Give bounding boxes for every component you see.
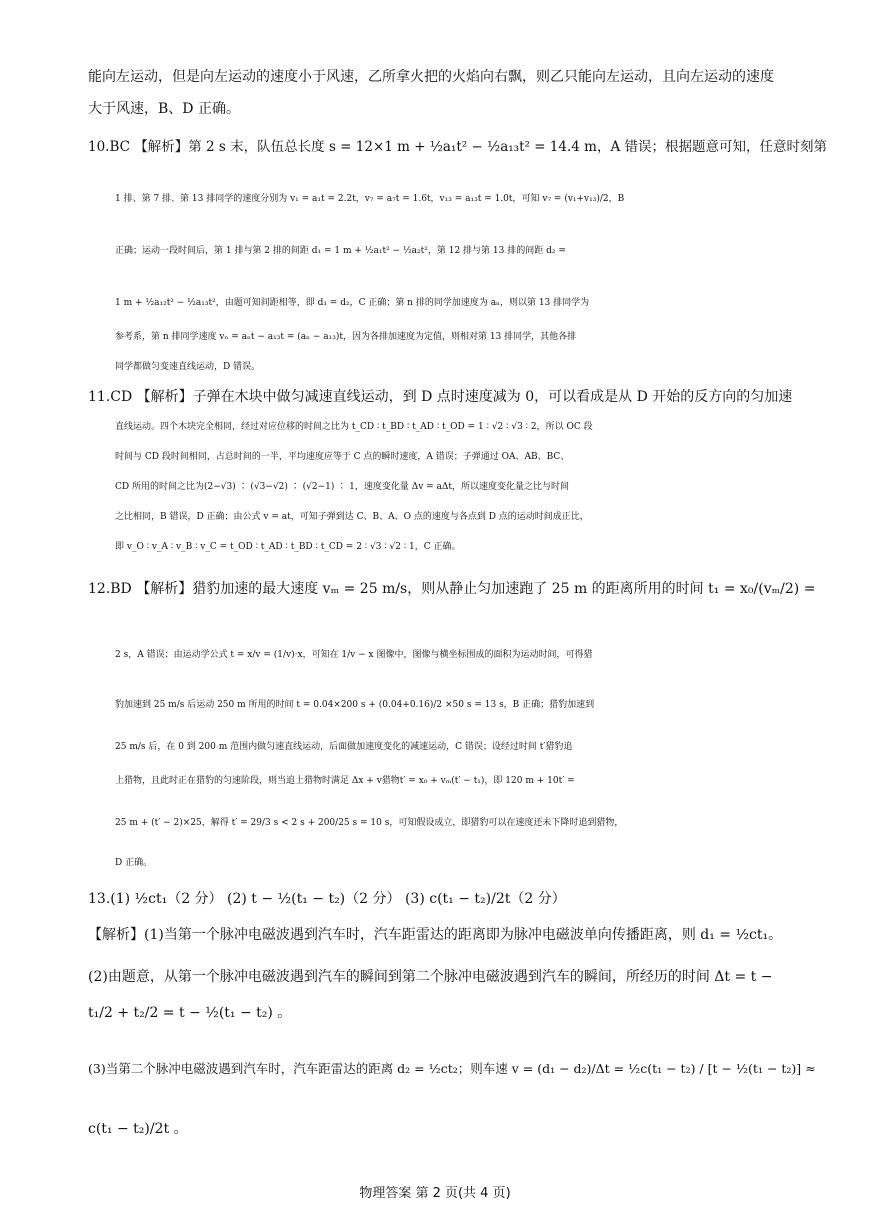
q10-line: 1 m + ½a₁₂t² − ½a₁₃t²，由题可知间距相等，即 d₁ = d₂，C 正确；第 n 排的同学加速度为 aₙ，则以第 13 排同学为 (115, 298, 590, 308)
q11-line: 直线运动。四个木块完全相同，经过对应位移的时间之比为 t_CD ∶ t_BD ∶ t_AD ∶ t_OD = 1 ∶ √2 ∶ √3 ∶ 2，所以 OC 段 (115, 422, 593, 432)
q12-line: 2 s，A 错误；由运动学公式 t = x/v = (1/v)·x，可知在 1/v − x 图像中，图像与横坐标围成的面积为运动时间，可得猎 (115, 650, 593, 660)
q11-line: 即 v_O ∶ v_A ∶ v_B ∶ v_C = t_OD ∶ t_AD ∶ t_BD ∶ t_CD = 2 ∶ √3 ∶ √2 ∶ 1，C 正确。 (115, 542, 461, 552)
q13-analysis: t₁/2 + t₂/2 = t − ½(t₁ − t₂) 。 (88, 1005, 292, 1021)
q12-line: 12.BD 【解析】猎豹加速的最大速度 vₘ = 25 m/s，则从静止匀加速跑了 25 m 的距离所用的时间 t₁ = x₀/(vₘ/2) = (88, 581, 816, 597)
q12-line: 25 m/s 后，在 0 到 200 m 范围内做匀速直线运动，后面做加速度变化的减速运动，C 错误；设经过时间 t′猎豹追 (115, 742, 573, 752)
q12-line: 豹加速到 25 m/s 后运动 250 m 所用的时间 t = 0.04×200 s + (0.04+0.16)/2 ×50 s = 13 s，B 正确；猎豹加速到 (115, 700, 595, 710)
q11-line: 之比相同，B 错误，D 正确；由公式 v = at，可知子弹到达 C、B、A、O 点的速度与各点到 D 点的运动时间成正比， (115, 512, 589, 522)
q13-analysis: (3)当第二个脉冲电磁波遇到汽车时，汽车距雷达的距离 d₂ = ½ct₂；则车速 v = (d₁ − d₂)/Δt = ½c(t₁ − t₂) / [t − ½(t₁ − t₂)] ≈ (88, 1061, 816, 1076)
q12-line: D 正确。 (115, 858, 153, 868)
q12-line: 25 m + (t′ − 2)×25，解得 t′ = 29/3 s < 2 s + 200/25 s = 10 s，可知假设成立，即猎豹可以在速度还未下降时追到猎物， (115, 818, 624, 828)
q13-answer: 13.(1) ½ct₁（2 分） (2) t − ½(t₁ − t₂)（2 分） (3) c(t₁ − t₂)/2t（2 分） (88, 891, 566, 907)
text-line: 大于风速，B、D 正确。 (88, 101, 240, 117)
q11-line: CD 所用的时间之比为(2−√3) ∶ (√3−√2) ∶ (√2−1) ∶ 1，速度变化量 Δv = aΔt，所以速度变化量之比与时间 (115, 482, 570, 492)
q13-analysis: c(t₁ − t₂)/2t 。 (88, 1121, 188, 1137)
q13-analysis: 【解析】(1)当第一个脉冲电磁波遇到汽车时，汽车距雷达的距离即为脉冲电磁波单向传播距离，则 d₁ = ½ct₁。 (88, 927, 783, 943)
q10-line: 正确；运动一段时间后，第 1 排与第 2 排的间距 d₁ = 1 m + ½a₁t² − ½a₂t²，第 12 排与第 13 排的间距 d₂ = (115, 246, 566, 256)
page-footer: 物理答案 第 2 页(共 4 页) (359, 1186, 511, 1201)
q10-line: 1 排、第 7 排、第 13 排同学的速度分别为 v₁ = a₁t = 2.2t，v₇ = a₇t = 1.6t，v₁₃ = a₁₃t = 1.0t，可知 v₇ = (v₁+v₁₃)/2，B (115, 194, 625, 204)
q12-line: 上猎物，且此时正在猎豹的匀速阶段，则当追上猎物时满足 Δx + v猎物t′ = x₀ + vₘ(t′ − t₁)，即 120 m + 10t′ = (115, 776, 575, 786)
q11-line: 11.CD 【解析】子弹在木块中做匀减速直线运动，到 D 点时速度减为 0，可以看成是从 D 开始的反方向的匀加速 (88, 389, 793, 405)
q13-analysis: (2)由题意，从第一个脉冲电磁波遇到汽车的瞬间到第二个脉冲电磁波遇到汽车的瞬间，所经历的时间 Δt = t − (88, 969, 773, 985)
q10-line: 参考系，第 n 排同学速度 vₙ = aₙt − a₁₃t = (aₙ − a₁₃)t，因为各排加速度为定值，则相对第 13 排同学，其他各排 (115, 332, 577, 342)
q10-line: 同学都做匀变速直线运动，D 错误。 (115, 362, 261, 372)
q10-line: 10.BC 【解析】第 2 s 末，队伍总长度 s = 12×1 m + ½a₁t² − ½a₁₃t² = 14.4 m，A 错误；根据题意可知，任意时刻第 (88, 139, 827, 155)
q11-line: 时间与 CD 段时间相同，占总时间的一半，平均速度应等于 C 点的瞬时速度，A 错误；子弹通过 OA、AB、BC、 (115, 452, 570, 462)
text-line: 能向左运动，但是向左运动的速度小于风速，乙所拿火把的火焰向右飘，则乙只能向左运动，且向左运动的速度 (88, 69, 774, 85)
